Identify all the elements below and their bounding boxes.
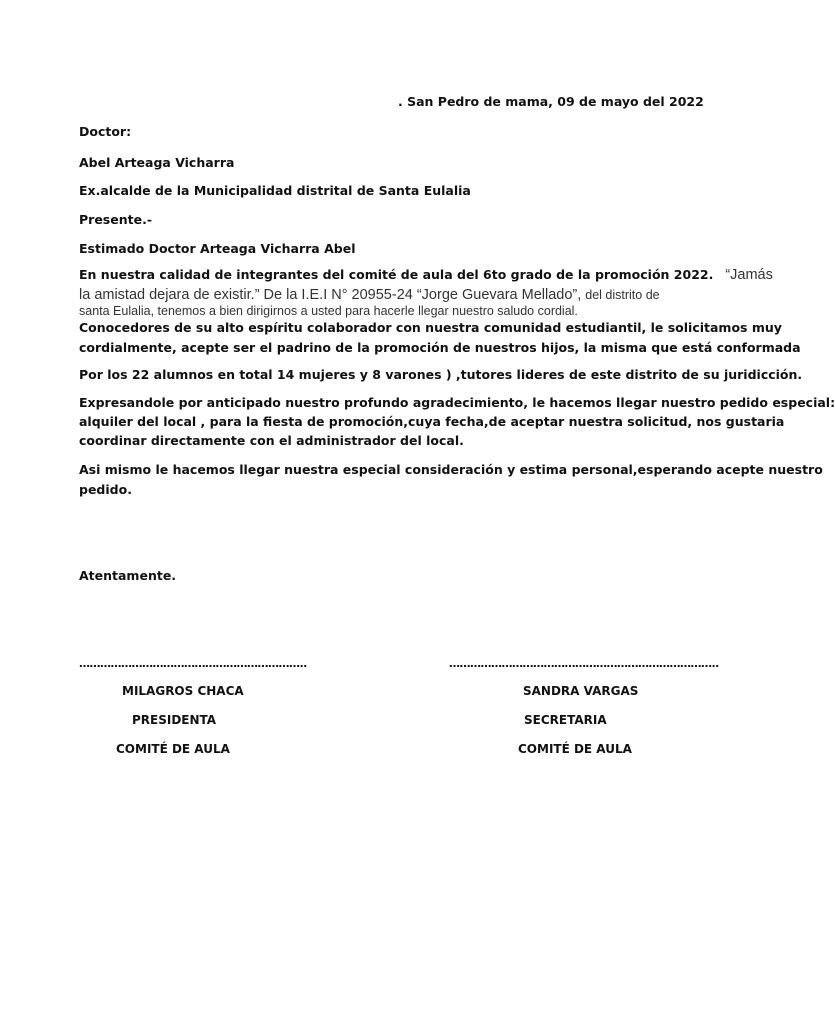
- closing: Atentamente.: [79, 568, 177, 583]
- signer-left-org: COMITÉ DE AULA: [116, 742, 230, 756]
- paragraph-4-line-3: coordinar directamente con el administrador del local.: [79, 433, 464, 448]
- paragraph-1-quote-end: la amistad dejara de existir.” De la I.E.I N° 20955-24 “Jorge Guevara Mellado”,: [79, 287, 582, 303]
- paragraph-1-line-1: [79, 267, 773, 283]
- paragraph-2-line-2: cordialmente, acepte ser el padrino de la promoción de nuestros hijos, la misma que está conformada: [79, 340, 801, 355]
- paragraph-4-line-1: Expresandole por anticipado nuestro profundo agradecimiento, le hacemos llegar nuestro pedido especial:: [79, 395, 835, 410]
- paragraph-1-intro: En nuestra calidad de integrantes del comité de aula del 6to grado de la promoción 2022.: [79, 267, 714, 282]
- recipient-title: Doctor:: [79, 124, 132, 139]
- place-date: . San Pedro de mama, 09 de mayo del 2022: [398, 94, 704, 109]
- paragraph-3: Por los 22 alumnos en total 14 mujeres y 8 varones ) ,tutores lideres de este distrito de su juridicción.: [79, 367, 803, 382]
- signer-right-org: COMITÉ DE AULA: [518, 742, 632, 756]
- signature-line-left: ………………………………………………………..: [79, 657, 307, 670]
- paragraph-4-line-2: alquiler del local , para la fiesta de promoción,cuya fecha,de aceptar nuestra solicitud, nos gustaria: [79, 414, 785, 429]
- signer-right-name: SANDRA VARGAS: [523, 684, 639, 698]
- recipient-name: Abel Arteaga Vicharra: [79, 155, 235, 170]
- paragraph-2-line-1: Conocedores de su alto espíritu colaborador con nuestra comunidad estudiantil, le solicitamos muy: [79, 320, 782, 335]
- paragraph-5-line-1: Asi mismo le hacemos llegar nuestra especial consideración y estima personal,esperando acepte nuestro: [79, 462, 823, 477]
- paragraph-1-tail-a: del distrito de: [585, 288, 660, 302]
- greeting: Estimado Doctor Arteaga Vicharra Abel: [79, 241, 356, 256]
- recipient-position: Ex.alcalde de la Municipalidad distrital de Santa Eulalia: [79, 183, 471, 198]
- paragraph-1-quote-start: “Jamás: [725, 267, 773, 283]
- presente: Presente.-: [79, 212, 153, 227]
- paragraph-5-line-2: pedido.: [79, 482, 132, 497]
- paragraph-1-line-2: [79, 287, 660, 303]
- signature-line-right: …………………………………………………………………..: [449, 657, 719, 670]
- paragraph-1-line-3: santa Eulalia, tenemos a bien dirigirnos a usted para hacerle llegar nuestro saludo cordial.: [79, 304, 578, 318]
- signer-left-name: MILAGROS CHACA: [122, 684, 244, 698]
- signer-right-role: SECRETARIA: [524, 713, 607, 727]
- signer-left-role: PRESIDENTA: [132, 713, 217, 727]
